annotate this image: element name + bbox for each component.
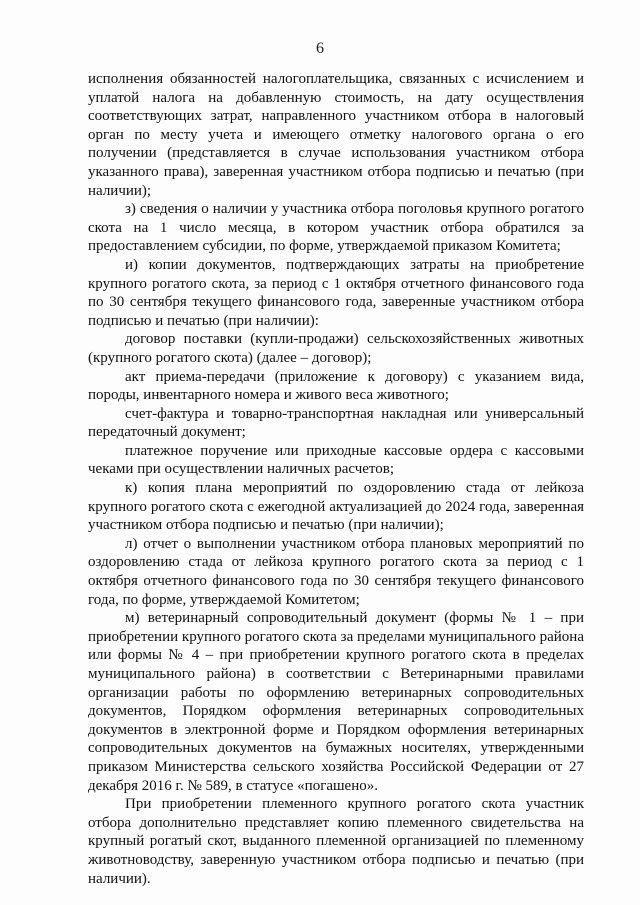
page-number: 6 (316, 40, 324, 57)
paragraph-item-m: м) ветеринарный сопроводительный документ (формы № 1 – при приобретении крупного рогатого скота за пределами муниципального района или формы № 4 – при приобретении крупного рогатого скота в пределах муниципального района) в соответствии с Ветеринарными правилами организации работы по оформлению ветеринарных сопроводительных документов, Порядком оформления ветеринарных сопроводительных документов в электронной форме и Порядком оформления ветеринарных сопроводительных документов на бумажных носителях, утвержденными приказом Министерства сельского хозяйства Российской Федерации от 27 декабря 2016 г. № 589, в статусе «погашено». (88, 610, 584, 794)
paragraph-payment-order: платежное поручение или приходные кассовые ордера с кассовыми чеками при осуществлении наличных расчетов; (88, 442, 584, 478)
document-body (88, 70, 584, 888)
paragraph-item-l: л) отчет о выполнении участником отбора плановых мероприятий по оздоровлению стада от лейкоза крупного рогатого скота за период с 1 октября отчетного финансового года по 30 сентября текущего финансового года, по форме, утверждаемой Комитетом; (88, 535, 584, 608)
paragraph-contract: договор поставки (купли-продажи) сельскохозяйственных животных (крупного рогатого скота) (далее – договор); (88, 331, 584, 366)
paragraph-continuation: исполнения обязанностей налогоплательщика, связанных с исчислением и уплатой налога на добавленную стоимость, на дату осуществления соответствующих затрат, направленного участником отбора в налоговый орган по месту учета и имеющего отметку налогового органа о его получении (представляется в случае использования участником отбора указанного права), заверенная участником отбора подписью и печатью (при наличии); (88, 71, 584, 199)
paragraph-item-z: з) сведения о наличии у участника отбора поголовья крупного рогатого скота на 1 число месяца, в котором участник отбора обратился за предоставлением субсидии, по форме, утверждаемой приказом Комитета; (88, 201, 584, 255)
paragraph-breeding-cattle: При приобретении племенного крупного рогатого скота участник отбора дополнительно представляет копию племенного свидетельства на крупный рогатый скот, выданного племенной организацией по племенному животноводству, заверенную участником отбора подписью и печатью (при наличии). (88, 796, 584, 887)
paragraph-invoice: счет-фактура и товарно-транспортная накладная или универсальный передаточный документ; (88, 405, 584, 441)
paragraph-act: акт приема-передачи (приложение к договору) с указанием вида, породы, инвентарного номера и живого веса животного; (88, 368, 584, 404)
paragraph-item-i: и) копии документов, подтверждающих затраты на приобретение крупного рогатого скота, за период с 1 октября отчетного финансового года по 30 сентября текущего финансового года, заверенные участником отбора подписью и печатью (при наличии): (88, 256, 584, 329)
paragraph-item-k: к) копия плана мероприятий по оздоровлению стада от лейкоза крупного рогатого скота с ежегодной актуализацией до 2024 года, заверенная участником отбора подписью и печатью (при наличии); (88, 480, 584, 534)
